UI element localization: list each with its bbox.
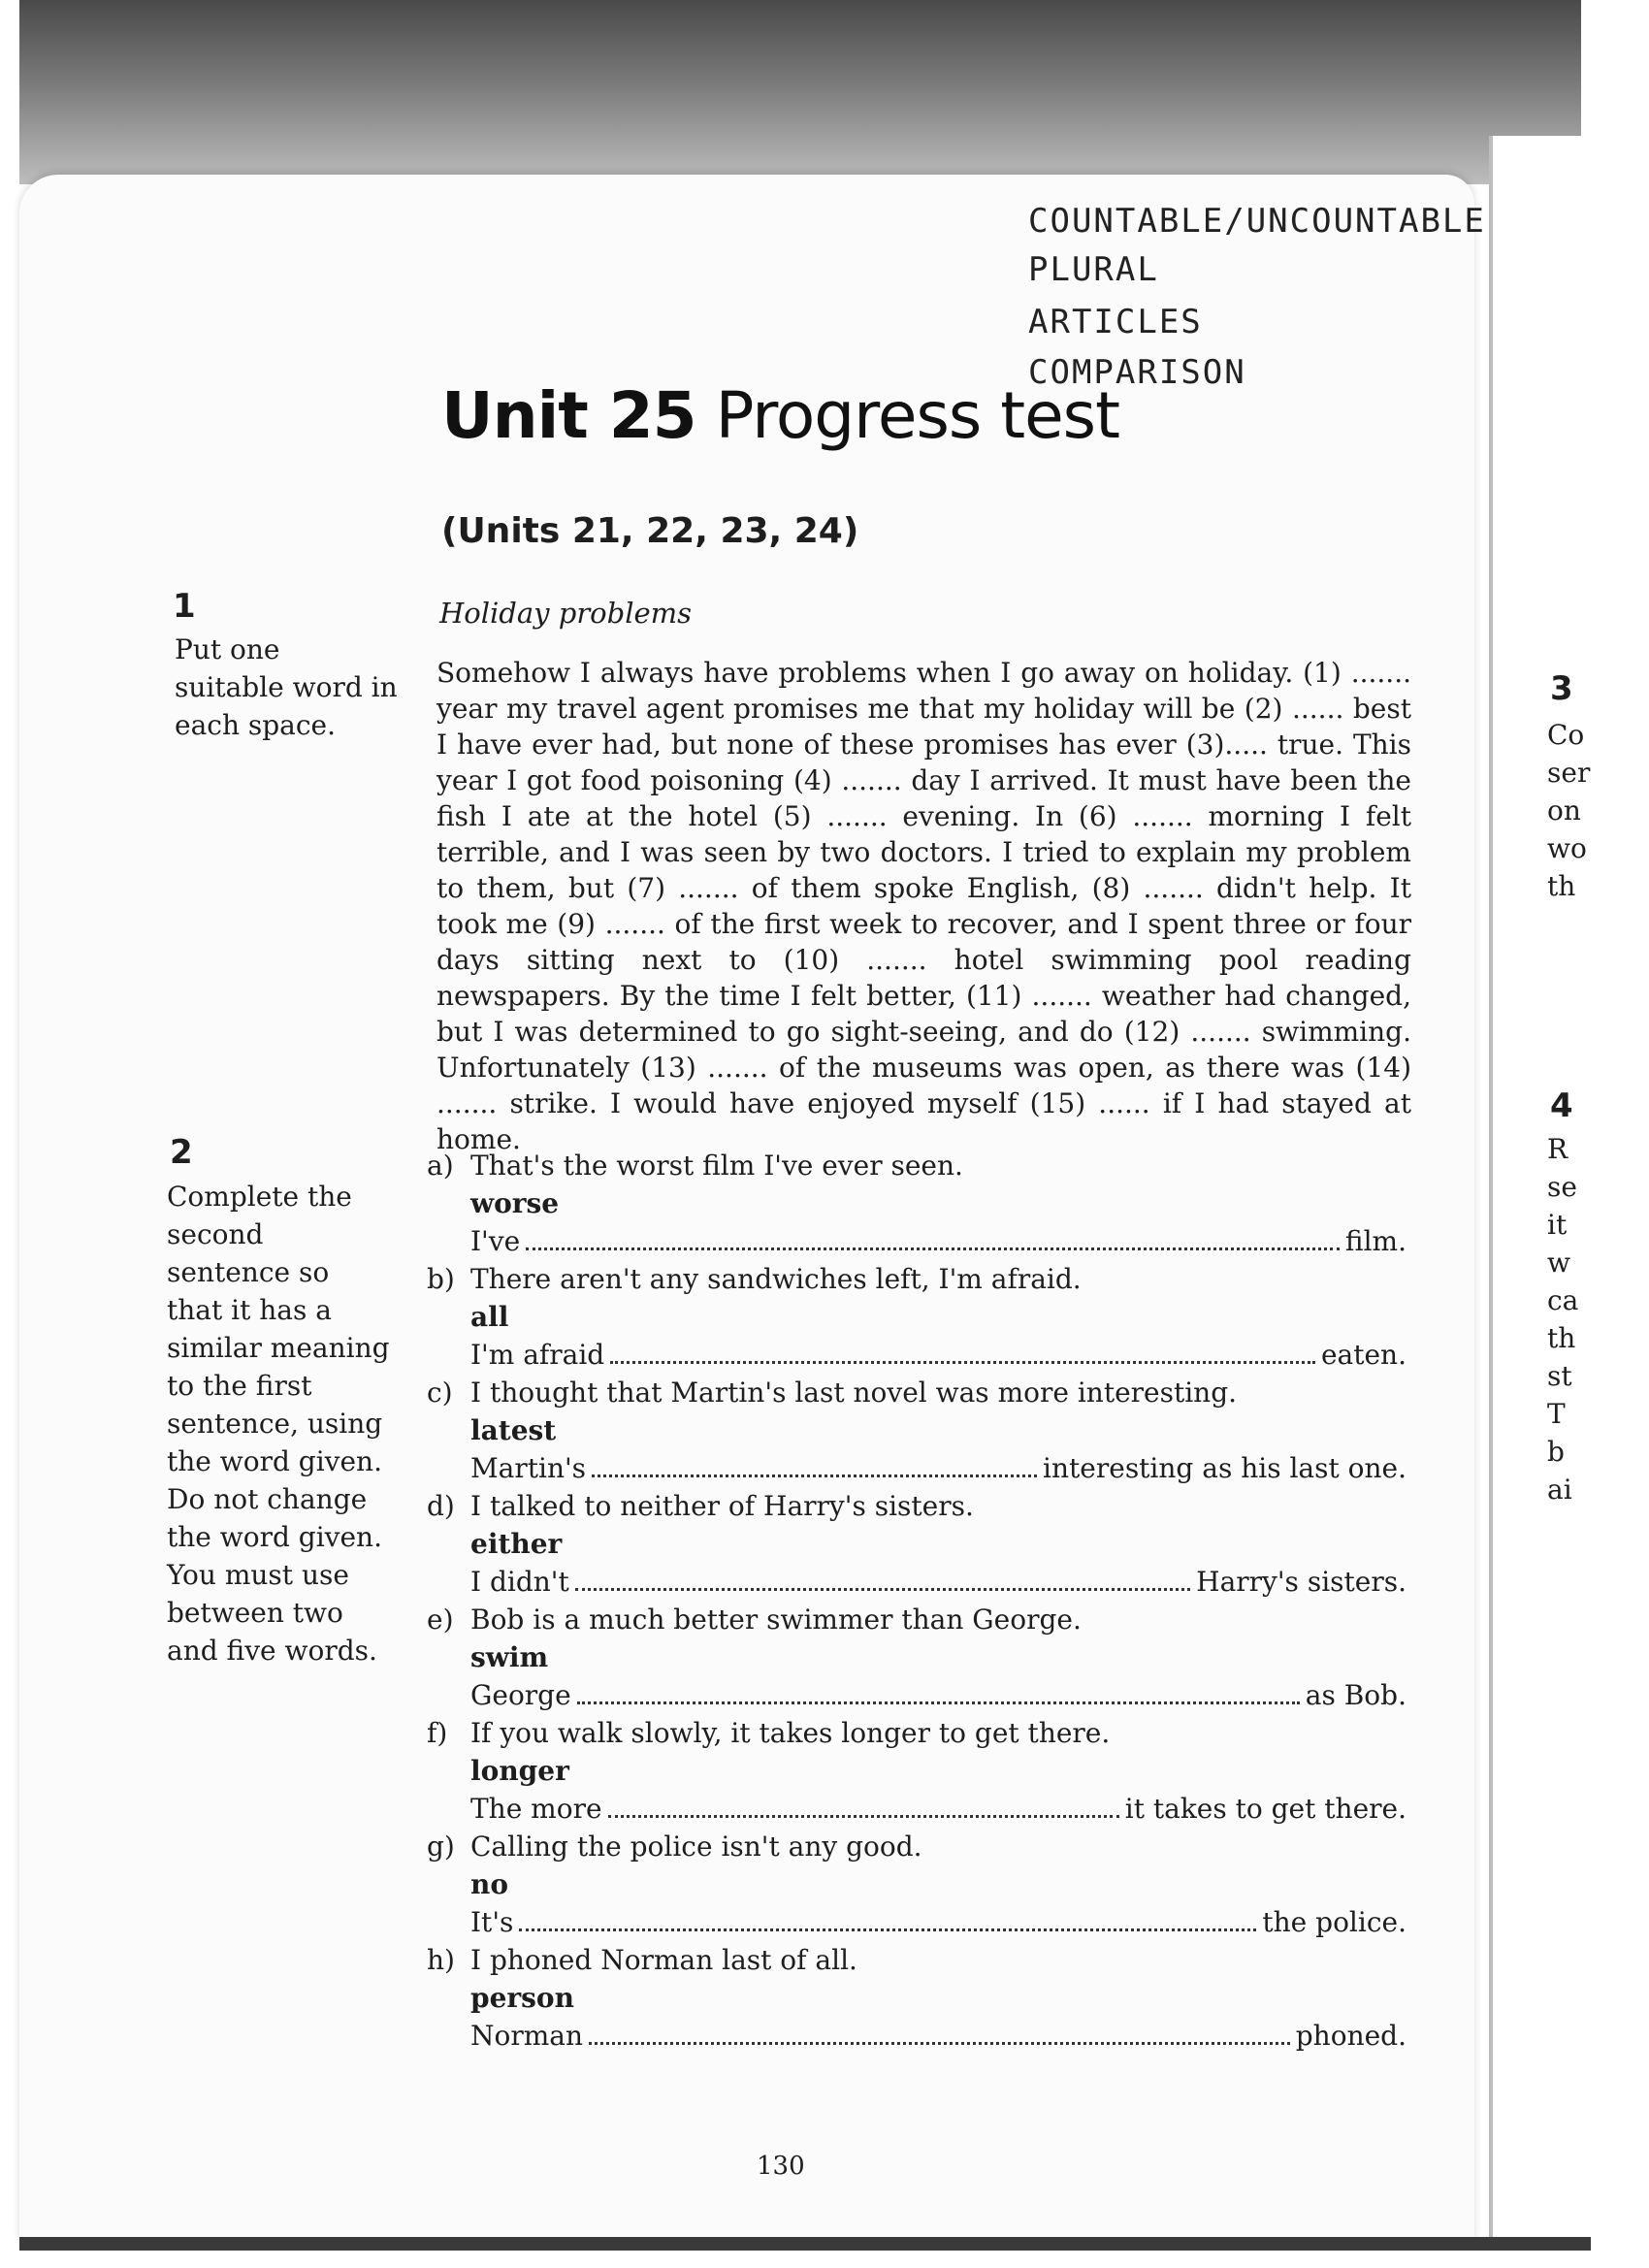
answer-end: eaten. [1320, 1339, 1406, 1371]
answer-line [470, 1336, 1406, 1374]
key-word: latest [470, 1414, 557, 1446]
answer-start: Norman [470, 2020, 584, 2052]
answer-blank[interactable] [592, 1451, 1037, 1477]
page-title [441, 378, 1119, 453]
item-letter: f) [427, 1717, 448, 1749]
transformation-item [427, 1374, 1406, 1487]
transformation-item [427, 1941, 1406, 2055]
transformation-item [427, 1260, 1406, 1374]
answer-blank[interactable] [526, 1224, 1340, 1250]
answer-start: The more [470, 1793, 602, 1825]
key-word: all [470, 1301, 509, 1333]
transformation-item [427, 1147, 1406, 1260]
key-word: no [470, 1868, 509, 1900]
answer-line [470, 2017, 1406, 2055]
answer-line [470, 1563, 1406, 1601]
answer-blank[interactable] [577, 1678, 1300, 1704]
item-letter: g) [427, 1831, 455, 1863]
next-page-exercise-3-number: 3 [1550, 669, 1573, 708]
page-subtitle: (Units 21, 22, 23, 24) [441, 511, 859, 551]
answer-line [470, 1222, 1406, 1260]
next-page-text-fragment: on [1547, 794, 1581, 826]
answer-line [470, 1449, 1406, 1487]
next-page-text-fragment: w [1547, 1247, 1570, 1279]
exercise-1-number: 1 [173, 587, 196, 626]
answer-blank[interactable] [608, 1792, 1119, 1818]
item-letter: h) [427, 1944, 455, 1976]
original-sentence: There aren't any sandwiches left, I'm afraid. [470, 1263, 1082, 1295]
original-sentence: Bob is a much better swimmer than George. [470, 1604, 1082, 1636]
answer-end: the police. [1262, 1906, 1406, 1938]
answer-start: Martin's [470, 1452, 587, 1484]
answer-line [470, 1790, 1406, 1828]
answer-line [470, 1676, 1406, 1714]
key-word: either [470, 1528, 563, 1560]
transformation-item [427, 1601, 1406, 1714]
transformation-list [427, 1147, 1406, 2055]
answer-end: Harry's sisters. [1196, 1566, 1406, 1598]
page-bottom-edge [19, 2237, 1591, 2251]
transformation-item [427, 1714, 1406, 1828]
exercise-1-instruction: Put one suitable word in each space. [175, 633, 398, 741]
handwritten-note: COMPARISON [1028, 353, 1246, 392]
answer-end: phoned. [1295, 2020, 1406, 2052]
answer-end: film. [1344, 1225, 1406, 1257]
handwritten-note: COUNTABLE/UNCOUNTABLE [1028, 202, 1486, 241]
key-word: longer [470, 1755, 569, 1787]
next-page-exercise-4-number: 4 [1550, 1086, 1573, 1125]
answer-start: I didn't [470, 1566, 569, 1598]
item-letter: a) [427, 1150, 454, 1182]
original-sentence: I talked to neither of Harry's sisters. [470, 1490, 974, 1522]
next-page-text-fragment: R [1547, 1133, 1568, 1165]
key-word: person [470, 1982, 574, 2014]
answer-start: I've [470, 1225, 521, 1257]
next-page-text-fragment: T [1547, 1398, 1566, 1430]
handwritten-note: PLURAL [1028, 250, 1159, 289]
item-letter: e) [427, 1604, 454, 1636]
original-sentence: I thought that Martin's last novel was more interesting. [470, 1377, 1238, 1409]
answer-line [470, 1903, 1406, 1941]
answer-blank[interactable] [610, 1338, 1315, 1364]
next-page-text-fragment: st [1547, 1360, 1572, 1392]
answer-end: as Bob. [1305, 1679, 1406, 1711]
exercise-2-number: 2 [170, 1133, 193, 1172]
answer-start: It's [470, 1906, 514, 1938]
answer-end: it takes to get there. [1124, 1793, 1406, 1825]
exercise-2-instruction: Complete the second sentence so that it has a similar meaning to the first sentence, using the word given. Do not change the word given. You must use between two and five words. [167, 1181, 390, 1667]
original-sentence: I phoned Norman last of all. [470, 1944, 857, 1976]
story-title: Holiday problems [439, 597, 693, 630]
next-page-text-fragment: wo [1547, 832, 1587, 864]
cloze-passage: Somehow I always have problems when I go away on holiday. (1) ....... year my travel agent promises me that my holiday will be (2) ...... best I have ever had, but none of these promises has ever (3)..... true. This year I got food poisoning (4) ....... day I arrived. It must have been the fish I ate at the hotel (5) ....... evening. In (6) ....... morning I felt terrible, and I was seen by two doctors. I tried to explain my problem to them, but (7) ....... of them spoke English, (8) ....... didn't help. It took me (9) ....... of the first week to recover, and I spent three or four days sitting next to (10) ....... hotel swimming pool reading newspapers. By the time I felt better, (11) ....... weather had changed, but I was determined to go sight-seeing, and do (12) ....... swimming. Unfortunately (13) ....... of the museums was open, as there was (14) ....... strike. I would have enjoyed myself (15) ...... if I had stayed at home. [436, 657, 1411, 1155]
answer-blank[interactable] [589, 2019, 1290, 2045]
unit-title-text: Progress test [715, 378, 1119, 453]
next-page-text-fragment: ca [1547, 1284, 1579, 1316]
original-sentence: That's the worst film I've ever seen. [470, 1150, 963, 1182]
answer-blank[interactable] [519, 1905, 1256, 1931]
next-page-text-fragment: it [1547, 1209, 1568, 1241]
original-sentence: If you walk slowly, it takes longer to get there. [470, 1717, 1111, 1749]
transformation-item [427, 1828, 1406, 1941]
page-top-shadow [19, 0, 1581, 184]
answer-start: I'm afraid [470, 1339, 605, 1371]
answer-blank[interactable] [575, 1565, 1190, 1591]
item-letter: b) [427, 1263, 455, 1295]
page-number: 130 [757, 2152, 805, 2181]
next-page-text-fragment: se [1547, 1171, 1577, 1203]
item-letter: d) [427, 1490, 455, 1522]
answer-start: George [470, 1679, 571, 1711]
next-page-text-fragment: th [1547, 870, 1576, 902]
key-word: swim [470, 1641, 549, 1673]
answer-end: interesting as his last one. [1043, 1452, 1406, 1484]
next-page-text-fragment: ai [1547, 1474, 1572, 1506]
next-page-text-fragment: Co [1547, 719, 1585, 751]
item-letter: c) [427, 1377, 453, 1409]
key-word: worse [470, 1187, 560, 1219]
next-page-text-fragment: b [1547, 1436, 1565, 1468]
transformation-item [427, 1487, 1406, 1601]
handwritten-note: ARTICLES [1028, 303, 1203, 341]
next-page-text-fragment: ser [1547, 757, 1591, 789]
original-sentence: Calling the police isn't any good. [470, 1831, 922, 1863]
next-page-text-fragment: th [1547, 1322, 1576, 1354]
unit-label: Unit 25 [441, 378, 696, 453]
